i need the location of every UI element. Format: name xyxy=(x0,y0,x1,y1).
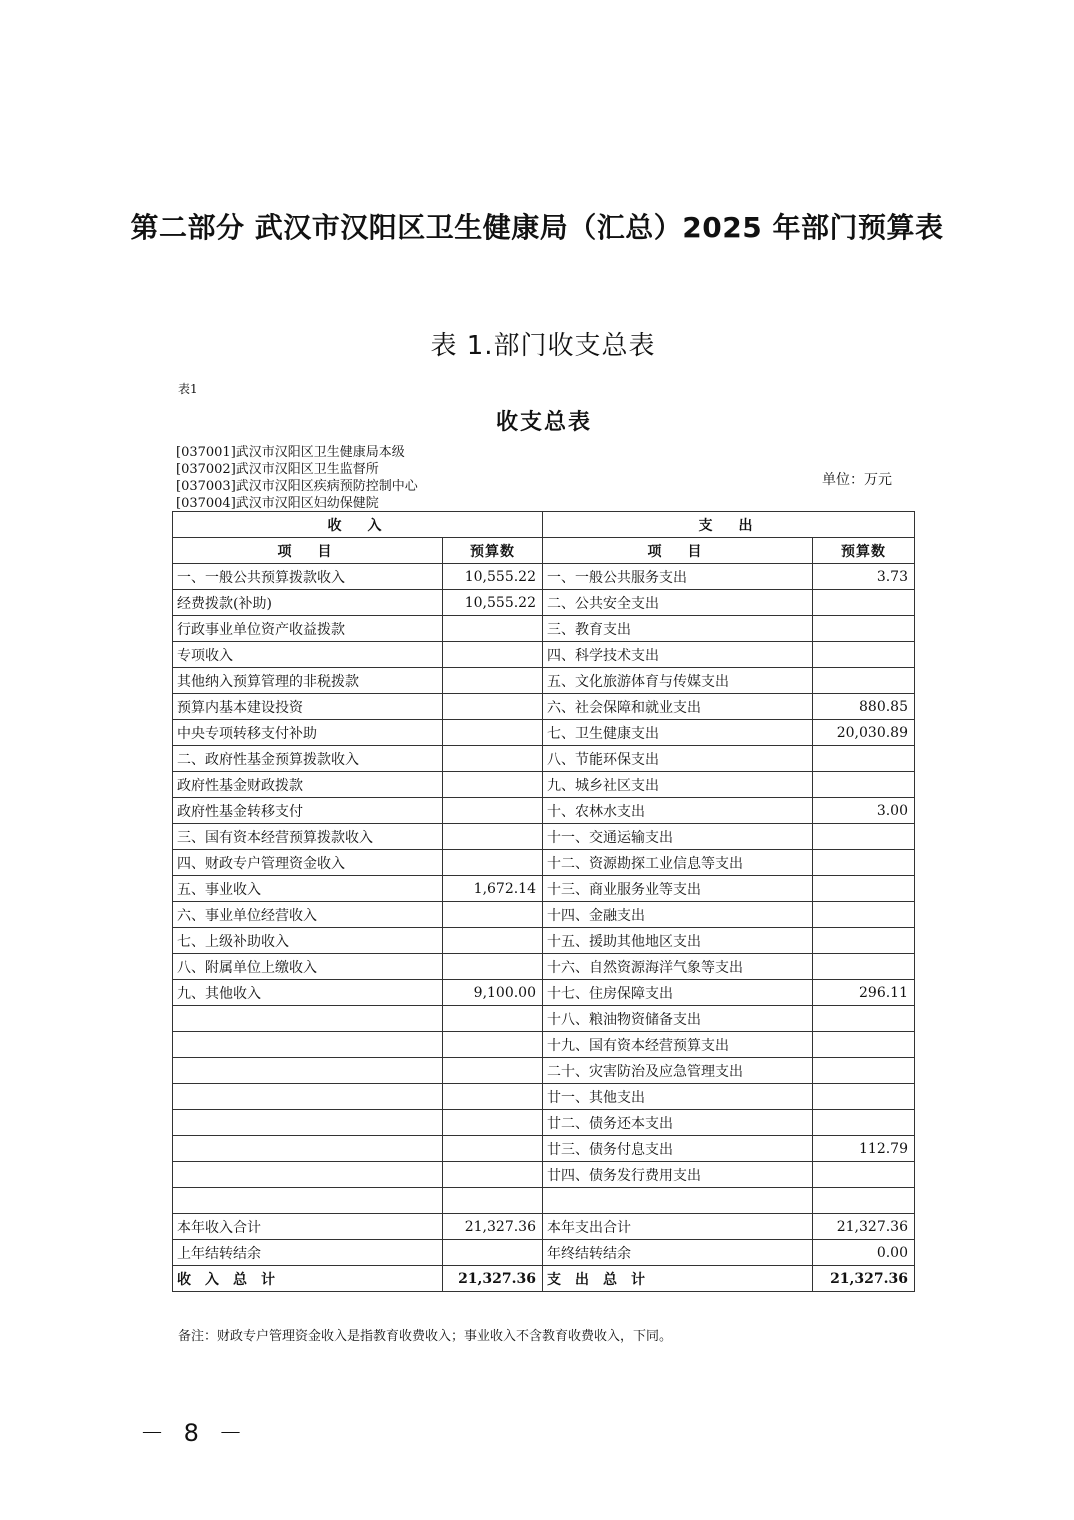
expense-value-cell: 3.00 xyxy=(813,798,915,824)
expense-value-cell xyxy=(813,590,915,616)
income-value-cell: 10,555.22 xyxy=(443,590,543,616)
table-row xyxy=(173,928,915,954)
income-value-cell xyxy=(443,902,543,928)
income-item-cell: 五、事业收入 xyxy=(173,876,443,902)
table-row xyxy=(173,1136,915,1162)
income-item-cell: 六、事业单位经营收入 xyxy=(173,902,443,928)
table-row xyxy=(173,616,915,642)
income-item-cell: 预算内基本建设投资 xyxy=(173,694,443,720)
footnote: 备注：财政专户管理资金收入是指教育收费收入；事业收入不含教育收费收入，下同。 xyxy=(178,1329,673,1344)
expense-total-label: 支 出 总 计 xyxy=(543,1266,813,1292)
table-row xyxy=(173,642,915,668)
income-value-cell xyxy=(443,1006,543,1032)
income-value-cell xyxy=(443,1136,543,1162)
expense-item-cell: 十九、国有资本经营预算支出 xyxy=(543,1032,813,1058)
expense-value-cell: 20,030.89 xyxy=(813,720,915,746)
expense-item-cell: 九、城乡社区支出 xyxy=(543,772,813,798)
expense-item-cell: 十四、金融支出 xyxy=(543,902,813,928)
expense-value-cell: 112.79 xyxy=(813,1136,915,1162)
expense-item-cell: 二、公共安全支出 xyxy=(543,590,813,616)
table-row xyxy=(173,824,915,850)
income-value-cell xyxy=(443,954,543,980)
table-row xyxy=(173,1110,915,1136)
expense-item-cell: 廿二、债务还本支出 xyxy=(543,1110,813,1136)
table-row xyxy=(173,1162,915,1188)
table-title: 表 1.部门收支总表 xyxy=(430,331,656,361)
income-item-cell: 其他纳入预算管理的非税拨款 xyxy=(173,668,443,694)
income-item-cell xyxy=(173,1136,443,1162)
income-item-cell: 上年结转结余 xyxy=(173,1240,443,1266)
expense-header: 支 出 xyxy=(543,512,915,538)
unit-item: [037004]武汉市汉阳区妇幼保健院 xyxy=(176,496,379,511)
income-value-cell xyxy=(443,694,543,720)
expense-item-cell: 三、教育支出 xyxy=(543,616,813,642)
income-value-cell xyxy=(443,1110,543,1136)
expense-value-cell xyxy=(813,850,915,876)
income-value-cell xyxy=(443,668,543,694)
income-value-cell: 21,327.36 xyxy=(443,1214,543,1240)
expense-value-cell xyxy=(813,902,915,928)
expense-value-cell xyxy=(813,928,915,954)
expense-item-cell: 十一、交通运输支出 xyxy=(543,824,813,850)
table-row xyxy=(173,876,915,902)
income-item-cell xyxy=(173,1032,443,1058)
expense-value-cell: 3.73 xyxy=(813,564,915,590)
part-title: 第二部分 武汉市汉阳区卫生健康局（汇总）2025 年部门预算表 xyxy=(130,211,944,244)
table-row xyxy=(173,798,915,824)
income-item-cell xyxy=(173,1058,443,1084)
income-item-cell: 三、国有资本经营预算拨款收入 xyxy=(173,824,443,850)
income-item-cell xyxy=(173,1006,443,1032)
unit-item: [037001]武汉市汉阳区卫生健康局本级 xyxy=(176,445,405,460)
expense-item-cell xyxy=(543,1188,813,1214)
expense-item-cell: 廿三、债务付息支出 xyxy=(543,1136,813,1162)
expense-value-cell xyxy=(813,642,915,668)
income-value-cell: 9,100.00 xyxy=(443,980,543,1006)
income-item-cell xyxy=(173,1188,443,1214)
expense-value-cell: 0.00 xyxy=(813,1240,915,1266)
expense-item-cell: 四、科学技术支出 xyxy=(543,642,813,668)
expense-item-cell: 六、社会保障和就业支出 xyxy=(543,694,813,720)
grand-total-row xyxy=(173,1266,915,1292)
expense-budget-header: 预算数 xyxy=(813,538,915,564)
income-value-cell xyxy=(443,1058,543,1084)
income-value-cell xyxy=(443,1032,543,1058)
expense-item-cell: 十、农林水支出 xyxy=(543,798,813,824)
expense-value-cell xyxy=(813,1110,915,1136)
table-body xyxy=(173,564,915,1266)
expense-total-value: 21,327.36 xyxy=(813,1266,915,1292)
expense-item-cell: 八、节能环保支出 xyxy=(543,746,813,772)
expense-item-cell: 年终结转结余 xyxy=(543,1240,813,1266)
expense-item-cell: 廿四、债务发行费用支出 xyxy=(543,1162,813,1188)
expense-item-cell: 七、卫生健康支出 xyxy=(543,720,813,746)
income-budget-header: 预算数 xyxy=(443,538,543,564)
table-row xyxy=(173,980,915,1006)
unit-label: 单位：万元 xyxy=(822,472,892,488)
income-item-cell xyxy=(173,1110,443,1136)
expense-value-cell xyxy=(813,876,915,902)
unit-item: [037003]武汉市汉阳区疾病预防控制中心 xyxy=(176,479,418,494)
income-value-cell: 1,672.14 xyxy=(443,876,543,902)
table-row xyxy=(173,668,915,694)
income-value-cell xyxy=(443,616,543,642)
expense-value-cell xyxy=(813,772,915,798)
income-item-cell: 一、一般公共预算拨款收入 xyxy=(173,564,443,590)
unit-item: [037002]武汉市汉阳区卫生监督所 xyxy=(176,462,379,477)
income-value-cell xyxy=(443,720,543,746)
expense-value-cell xyxy=(813,954,915,980)
table-row xyxy=(173,772,915,798)
expense-value-cell xyxy=(813,1006,915,1032)
expense-item-cell: 十八、粮油物资储备支出 xyxy=(543,1006,813,1032)
income-value-cell xyxy=(443,1162,543,1188)
expense-item-cell: 五、文化旅游体育与传媒支出 xyxy=(543,668,813,694)
income-item-cell: 经费拨款(补助) xyxy=(173,590,443,616)
table-row xyxy=(173,902,915,928)
expense-value-cell xyxy=(813,1084,915,1110)
expense-item-cell: 十六、自然资源海洋气象等支出 xyxy=(543,954,813,980)
income-item-cell: 政府性基金财政拨款 xyxy=(173,772,443,798)
budget-table xyxy=(172,511,915,1292)
expense-item-cell: 二十、灾害防治及应急管理支出 xyxy=(543,1058,813,1084)
income-item-cell: 行政事业单位资产收益拨款 xyxy=(173,616,443,642)
income-value-cell: 10,555.22 xyxy=(443,564,543,590)
expense-value-cell xyxy=(813,1162,915,1188)
report-title: 收支总表 xyxy=(495,409,592,435)
table-row xyxy=(173,590,915,616)
expense-value-cell: 296.11 xyxy=(813,980,915,1006)
expense-item-cell: 十二、资源勘探工业信息等支出 xyxy=(543,850,813,876)
expense-item-cell: 十三、商业服务业等支出 xyxy=(543,876,813,902)
table-row xyxy=(173,1240,915,1266)
table-number: 表1 xyxy=(178,382,198,396)
table-row xyxy=(173,1032,915,1058)
income-value-cell xyxy=(443,798,543,824)
income-item-header: 项 目 xyxy=(173,538,443,564)
expense-value-cell xyxy=(813,1188,915,1214)
expense-item-cell: 十七、住房保障支出 xyxy=(543,980,813,1006)
table-row xyxy=(173,1058,915,1084)
income-item-cell: 本年收入合计 xyxy=(173,1214,443,1240)
expense-value-cell: 21,327.36 xyxy=(813,1214,915,1240)
income-value-cell xyxy=(443,746,543,772)
expense-value-cell: 880.85 xyxy=(813,694,915,720)
income-value-cell xyxy=(443,642,543,668)
table-row xyxy=(173,1084,915,1110)
income-value-cell xyxy=(443,850,543,876)
expense-item-cell: 廿一、其他支出 xyxy=(543,1084,813,1110)
income-item-cell: 二、政府性基金预算拨款收入 xyxy=(173,746,443,772)
income-item-cell xyxy=(173,1084,443,1110)
expense-value-cell xyxy=(813,668,915,694)
income-value-cell xyxy=(443,1084,543,1110)
expense-value-cell xyxy=(813,616,915,642)
income-value-cell xyxy=(443,1240,543,1266)
income-item-cell: 政府性基金转移支付 xyxy=(173,798,443,824)
income-total-label: 收 入 总 计 xyxy=(173,1266,443,1292)
income-total-value: 21,327.36 xyxy=(443,1266,543,1292)
expense-value-cell xyxy=(813,1032,915,1058)
table-row xyxy=(173,850,915,876)
income-item-cell: 九、其他收入 xyxy=(173,980,443,1006)
income-item-cell: 专项收入 xyxy=(173,642,443,668)
expense-item-cell: 一、一般公共服务支出 xyxy=(543,564,813,590)
expense-item-header: 项 目 xyxy=(543,538,813,564)
table-row xyxy=(173,694,915,720)
income-item-cell: 中央专项转移支付补助 xyxy=(173,720,443,746)
income-item-cell: 七、上级补助收入 xyxy=(173,928,443,954)
table-row xyxy=(173,1006,915,1032)
income-item-cell: 四、财政专户管理资金收入 xyxy=(173,850,443,876)
income-item-cell xyxy=(173,1162,443,1188)
expense-item-cell: 本年支出合计 xyxy=(543,1214,813,1240)
income-value-cell xyxy=(443,824,543,850)
table-row xyxy=(173,954,915,980)
table-row xyxy=(173,564,915,590)
expense-value-cell xyxy=(813,1058,915,1084)
table-row xyxy=(173,746,915,772)
expense-value-cell xyxy=(813,824,915,850)
income-item-cell: 八、附属单位上缴收入 xyxy=(173,954,443,980)
income-value-cell xyxy=(443,1188,543,1214)
income-value-cell xyxy=(443,772,543,798)
table-row xyxy=(173,1214,915,1240)
expense-value-cell xyxy=(813,746,915,772)
income-header: 收 入 xyxy=(173,512,543,538)
table-row xyxy=(173,1188,915,1214)
table-row xyxy=(173,720,915,746)
page-number: － 8 － xyxy=(140,1419,249,1447)
unit-list xyxy=(176,444,418,512)
income-value-cell xyxy=(443,928,543,954)
expense-item-cell: 十五、援助其他地区支出 xyxy=(543,928,813,954)
